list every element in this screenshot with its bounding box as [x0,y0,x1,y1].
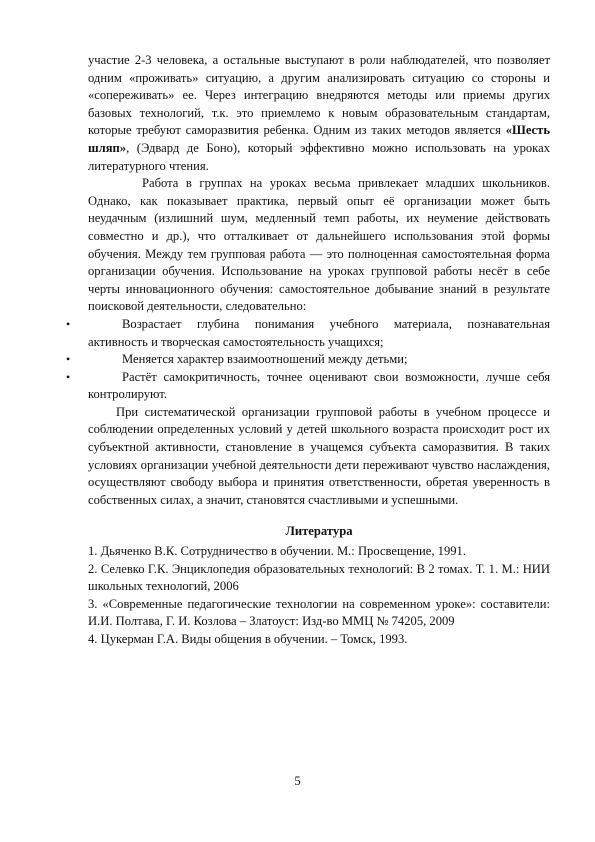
bullet-text: Меняется характер взаимоотношений между детьми; [122,352,408,367]
bullet-icon: • [66,369,71,384]
bullet-item [66,351,550,369]
bullet-icon: • [66,352,71,367]
bullet-list [66,316,550,404]
references-title: Литература [285,524,353,539]
reference-item: 1. Дьяченко В.К. Сотрудничество в обучении. М.: Просвещение, 1991. [88,544,466,559]
page-body [66,52,550,649]
paragraph-conclusion: При систематической организации групповой работы в учебном процессе и соблюдении определенных условий у детей школьного возраста происходит рост их субъектной активности, становление в учащемся субъекта саморазвития. В таких условиях организации учебной деятельности дети переживают чувство наслаждения, осуществляют свободу выбора и принятия ответственности, обретая уверенность в собственных силах, а значит, становятся счастливыми и успешными. [88,404,550,507]
page-number: 5 [294,774,301,788]
paragraph-intro-end: , (Эдвард де Боно), который эффективно можно использовать на уроках литературного чтения. [88,140,550,173]
paragraph-intro [88,52,550,175]
paragraph-group-work: Работа в группах на уроках весьма привлекает младших школьников. Однако, как показывает практика, первый опыт её организации может быть неудачным (излишний шум, медленный темп работы, их неумение действовать совместно и др.), что отталкивает от дальнейшего использования этой формы обучения. Между тем групповая работа — это полноценная самостоятельная форма организации обучения. Использование на уроках групповой работы несёт в себе черты инновационного обучения: самостоятельное добывание знаний в результате поисковой деятельности, следовательно: [88,176,550,314]
paragraph-intro-start: участие 2-3 человека, а остальные выступают в роли наблюдателей, что позволяет одним «проживать» ситуацию, а другим анализировать ситуацию со стороны и «сопереживать» ее. Через интеграцию внедряются методы или приемы других базовых технологий, т.к. это приемлемо к новым образовательным стандартам, которые требуют саморазвития ребенка. Одним из таких методов является [88,53,550,138]
bullet-item [66,369,550,404]
bullet-text: Возрастает глубина понимания учебного материала, познавательная активность и творческая самостоятельность учащихся; [88,316,550,349]
six-hats-method-title: «Шесть шляп» [88,123,550,155]
reference-item: 3. «Современные педагогические технологии на современном уроке»: составители: И.И. Полтава, Г. И. Козлова – Златоуст: Изд-во ММЦ № 74205, 2009 [88,596,550,629]
reference-item: 4. Цукерман Г.А. Виды общения в обучении. – Томск, 1993. [88,632,408,646]
bullet-text: Растёт самокритичность, точнее оценивают свои возможности, лучше себя контролируют. [88,369,550,402]
bullet-icon: • [66,316,71,331]
reference-item: 2. Селевко Г.К. Энциклопедия образовательных технологий: В 2 томах. Т. 1. М.: НИИ школьных технологий, 2006 [88,561,550,594]
bullet-item [66,316,550,351]
references-section [88,523,550,648]
